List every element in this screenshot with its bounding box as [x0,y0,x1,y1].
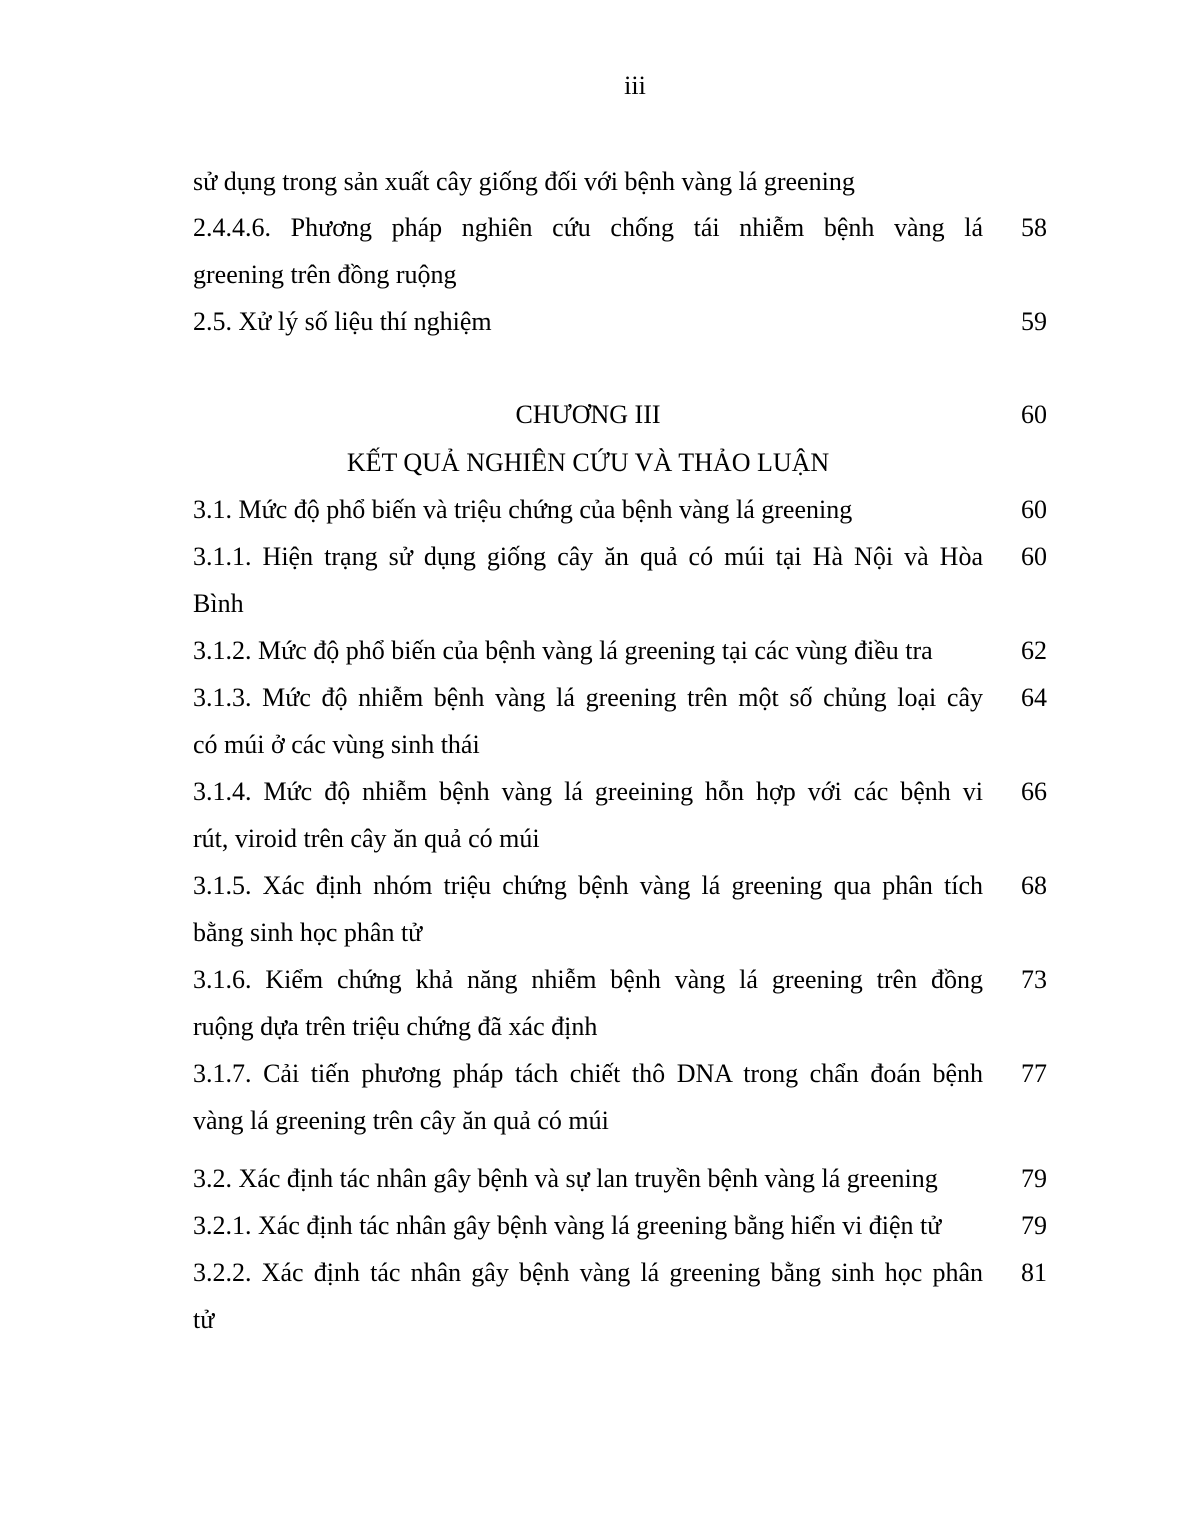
toc-entry-line: có múi ở các vùng sinh thái [193,730,480,759]
toc-entry-line: ruộng dựa trên triệu chứng đã xác định [193,1012,598,1041]
chapter-title: KẾT QUẢ NGHIÊN CỨU VÀ THẢO LUẬN [346,448,830,477]
toc-page-number: 64 [1021,683,1047,712]
toc-page-number: 60 [1021,495,1047,524]
toc-page-number: 62 [1021,636,1047,665]
toc-entry-line: 3.1. Mức độ phổ biến và triệu chứng của bệnh vàng lá greening [193,495,853,524]
toc-entry-line: vàng lá greening trên cây ăn quả có múi [193,1106,609,1135]
toc-entry-line: greening trên đồng ruộng [193,260,457,289]
toc-entry-line: bằng sinh học phân tử [193,918,423,947]
toc-entry-line: rút, viroid trên cây ăn quả có múi [193,824,540,853]
chapter-heading: CHƯƠNG III [515,400,661,429]
toc-page-number: 81 [1021,1258,1047,1287]
toc-entry-line: 3.1.7. Cải tiến phương pháp tách chiết thô DNA trong chẩn đoán bệnh [193,1059,983,1088]
toc-entry-line: 2.4.4.6. Phương pháp nghiên cứu chống tái nhiễm bệnh vàng lá [193,213,983,242]
toc-entry-line: 3.2. Xác định tác nhân gây bệnh và sự lan truyền bệnh vàng lá greening [193,1164,938,1193]
toc-entry-line: 3.1.5. Xác định nhóm triệu chứng bệnh vàng lá greening qua phân tích [193,871,983,900]
page-number: iii [624,71,646,100]
toc-entry-line: 3.1.1. Hiện trạng sử dụng giống cây ăn quả có múi tại Hà Nội và Hòa [193,542,983,571]
toc-entry-line: Bình [193,589,244,618]
toc-entry-line: 3.2.1. Xác định tác nhân gây bệnh vàng lá greening bằng hiển vi điện tử [193,1211,942,1240]
toc-entry-line: tử [193,1305,215,1334]
toc-entry-line: 3.1.2. Mức độ phổ biến của bệnh vàng lá greening tại các vùng điều tra [193,636,933,665]
toc-page-number: 79 [1021,1211,1047,1240]
toc-page-number: 79 [1021,1164,1047,1193]
toc-entry-line: 2.5. Xử lý số liệu thí nghiệm [193,307,492,336]
chapter-page-number: 60 [1021,400,1047,429]
toc-entry-line: sử dụng trong sản xuất cây giống đối với bệnh vàng lá greening [193,167,855,196]
toc-entry-line: 3.1.4. Mức độ nhiễm bệnh vàng lá greeining hỗn hợp với các bệnh vi [193,777,983,806]
toc-entry-line: 3.1.6. Kiểm chứng khả năng nhiễm bệnh vàng lá greening trên đồng [193,965,983,994]
toc-page-number: 59 [1021,307,1047,336]
toc-page-number: 68 [1021,871,1047,900]
toc-page-number: 58 [1021,213,1047,242]
toc-entry-line: 3.2.2. Xác định tác nhân gây bệnh vàng lá greening bằng sinh học phân [193,1258,983,1287]
toc-page-number: 66 [1021,777,1047,806]
toc-page-number: 60 [1021,542,1047,571]
toc-entry-line: 3.1.3. Mức độ nhiễm bệnh vàng lá greening trên một số chủng loại cây [193,683,983,712]
toc-page-number: 77 [1021,1059,1047,1088]
toc-page-number: 73 [1021,965,1047,994]
